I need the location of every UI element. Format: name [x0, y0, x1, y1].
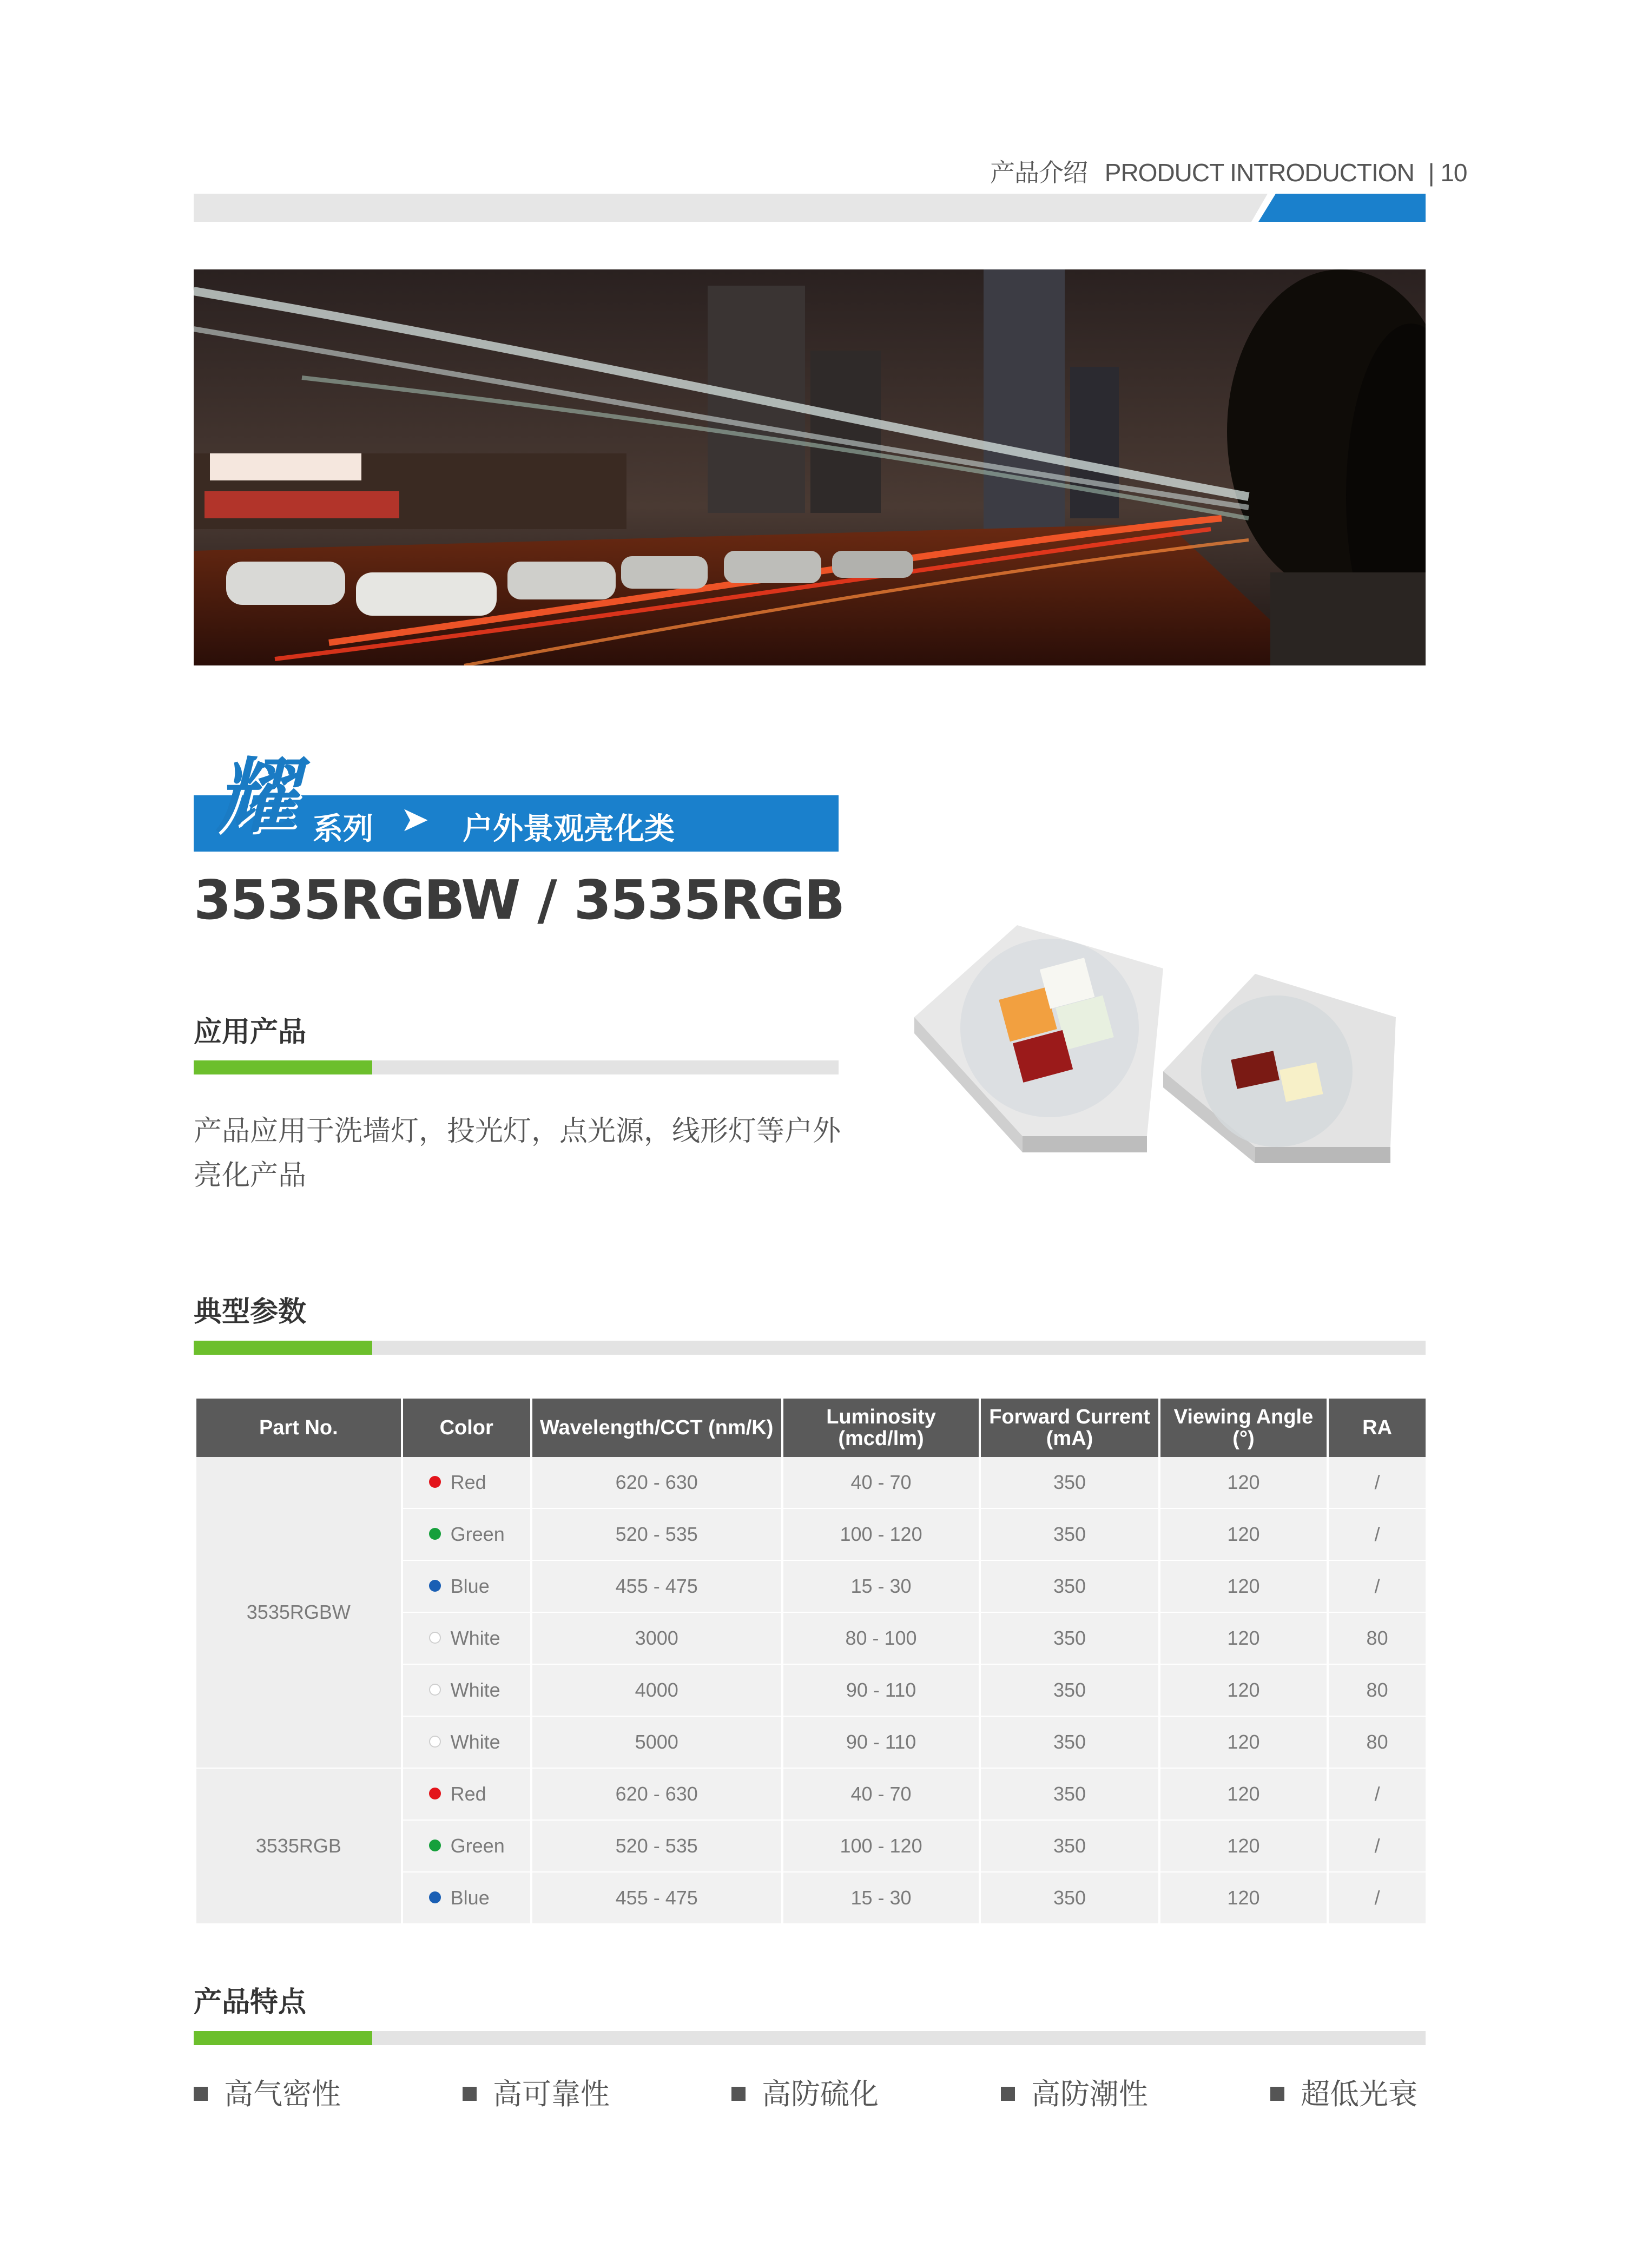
ra-cell: / [1328, 1508, 1426, 1560]
spec-table [196, 1399, 1426, 1924]
ra-cell: / [1328, 1768, 1426, 1820]
wavelength-cell: 3000 [531, 1612, 782, 1664]
color-label: Red [450, 1471, 486, 1493]
square-bullet-icon [194, 2087, 208, 2101]
color-dot-icon [429, 1840, 441, 1851]
luminosity-cell: 15 - 30 [782, 1560, 980, 1612]
color-dot-icon [429, 1580, 441, 1592]
header-bar [194, 194, 1426, 222]
col-header: Wavelength/CCT (nm/K) [531, 1399, 782, 1457]
hero-city-night-image [194, 269, 1426, 665]
color-label: White [450, 1679, 500, 1701]
angle-cell: 120 [1159, 1612, 1328, 1664]
application-heading: 应用产品 [194, 1016, 307, 1049]
luminosity-cell: 40 - 70 [782, 1768, 980, 1820]
led-product-image [909, 909, 1412, 1179]
luminosity-cell: 100 - 120 [782, 1820, 980, 1872]
header-section-en: PRODUCT INTRODUCTION [1104, 159, 1414, 187]
color-dot-icon [429, 1736, 441, 1748]
feature-item: 高可靠性 [463, 2071, 610, 2113]
table-header-row [196, 1399, 1426, 1457]
feature-item: 高防潮性 [1001, 2071, 1148, 2113]
color-label: Red [450, 1783, 486, 1805]
wavelength-cell: 5000 [531, 1716, 782, 1768]
col-header: Color [402, 1399, 531, 1457]
wavelength-cell: 520 - 535 [531, 1820, 782, 1872]
current-cell: 350 [980, 1820, 1159, 1872]
color-label: Blue [450, 1887, 490, 1909]
feature-item: 高气密性 [194, 2071, 341, 2113]
color-label: White [450, 1627, 500, 1649]
angle-cell: 120 [1159, 1457, 1328, 1508]
luminosity-cell: 40 - 70 [782, 1457, 980, 1508]
current-cell: 350 [980, 1872, 1159, 1924]
color-dot-icon [429, 1684, 441, 1696]
feature-item: 高防硫化 [731, 2071, 879, 2113]
color-label: White [450, 1731, 500, 1753]
specs-underline [194, 1341, 1426, 1355]
wavelength-cell: 455 - 475 [531, 1872, 782, 1924]
part-number-cell: 3535RGBW [196, 1457, 402, 1768]
page-header [990, 153, 1467, 189]
col-header: Part No. [196, 1399, 402, 1457]
color-cell [402, 1508, 531, 1560]
col-header: Forward Current (mA) [980, 1399, 1159, 1457]
square-bullet-icon [463, 2087, 477, 2101]
angle-cell: 120 [1159, 1508, 1328, 1560]
wavelength-cell: 520 - 535 [531, 1508, 782, 1560]
ra-cell: / [1328, 1560, 1426, 1612]
current-cell: 350 [980, 1560, 1159, 1612]
table-row [196, 1768, 1426, 1820]
series-category: 户外景观亮化类 [463, 812, 675, 847]
series-name: 系列 [313, 812, 373, 847]
col-header: Luminosity (mcd/lm) [782, 1399, 980, 1457]
ra-cell: 80 [1328, 1716, 1426, 1768]
angle-cell: 120 [1159, 1560, 1328, 1612]
color-cell [402, 1872, 531, 1924]
color-cell [402, 1457, 531, 1508]
angle-cell: 120 [1159, 1872, 1328, 1924]
color-cell [402, 1664, 531, 1716]
ra-cell: 80 [1328, 1664, 1426, 1716]
col-header: Viewing Angle (°) [1159, 1399, 1328, 1457]
luminosity-cell: 90 - 110 [782, 1664, 980, 1716]
square-bullet-icon [1001, 2087, 1015, 2101]
wavelength-cell: 620 - 630 [531, 1457, 782, 1508]
color-cell [402, 1820, 531, 1872]
angle-cell: 120 [1159, 1768, 1328, 1820]
features-underline [194, 2031, 1426, 2045]
color-cell [402, 1612, 531, 1664]
current-cell: 350 [980, 1508, 1159, 1560]
color-dot-icon [429, 1476, 441, 1488]
series-logo-char: 耀 [215, 750, 297, 844]
ra-cell: / [1328, 1820, 1426, 1872]
square-bullet-icon [731, 2087, 746, 2101]
luminosity-cell: 15 - 30 [782, 1872, 980, 1924]
table-row [196, 1457, 1426, 1508]
header-section-cn: 产品介绍 [990, 159, 1087, 187]
color-cell [402, 1560, 531, 1612]
application-text: 产品应用于洗墙灯，投光灯，点光源，线形灯等户外亮化产品 [194, 1115, 841, 1192]
color-dot-icon [429, 1632, 441, 1644]
wavelength-cell: 620 - 630 [531, 1768, 782, 1820]
angle-cell: 120 [1159, 1664, 1328, 1716]
color-label: Green [450, 1835, 505, 1857]
luminosity-cell: 90 - 110 [782, 1716, 980, 1768]
ra-cell: 80 [1328, 1612, 1426, 1664]
color-dot-icon [429, 1528, 441, 1540]
application-underline [194, 1060, 839, 1074]
arrow-right-icon: ➤ [400, 800, 430, 840]
luminosity-cell: 100 - 120 [782, 1508, 980, 1560]
ra-cell: / [1328, 1872, 1426, 1924]
current-cell: 350 [980, 1664, 1159, 1716]
current-cell: 350 [980, 1768, 1159, 1820]
color-dot-icon [429, 1891, 441, 1903]
ra-cell: / [1328, 1457, 1426, 1508]
model-title: 3535RGBW / 3535RGB [194, 868, 845, 932]
current-cell: 350 [980, 1612, 1159, 1664]
current-cell: 350 [980, 1716, 1159, 1768]
color-label: Blue [450, 1575, 490, 1597]
part-number-cell: 3535RGB [196, 1768, 402, 1924]
wavelength-cell: 4000 [531, 1664, 782, 1716]
features-heading: 产品特点 [194, 1986, 307, 2019]
feature-item: 超低光衰 [1270, 2071, 1417, 2113]
color-label: Green [450, 1523, 505, 1545]
specs-heading: 典型参数 [194, 1296, 307, 1328]
angle-cell: 120 [1159, 1716, 1328, 1768]
wavelength-cell: 455 - 475 [531, 1560, 782, 1612]
angle-cell: 120 [1159, 1820, 1328, 1872]
col-header: RA [1328, 1399, 1426, 1457]
color-cell [402, 1716, 531, 1768]
color-cell [402, 1768, 531, 1820]
current-cell: 350 [980, 1457, 1159, 1508]
square-bullet-icon [1270, 2087, 1284, 2101]
color-dot-icon [429, 1788, 441, 1799]
page-number: | 10 [1428, 159, 1467, 187]
luminosity-cell: 80 - 100 [782, 1612, 980, 1664]
